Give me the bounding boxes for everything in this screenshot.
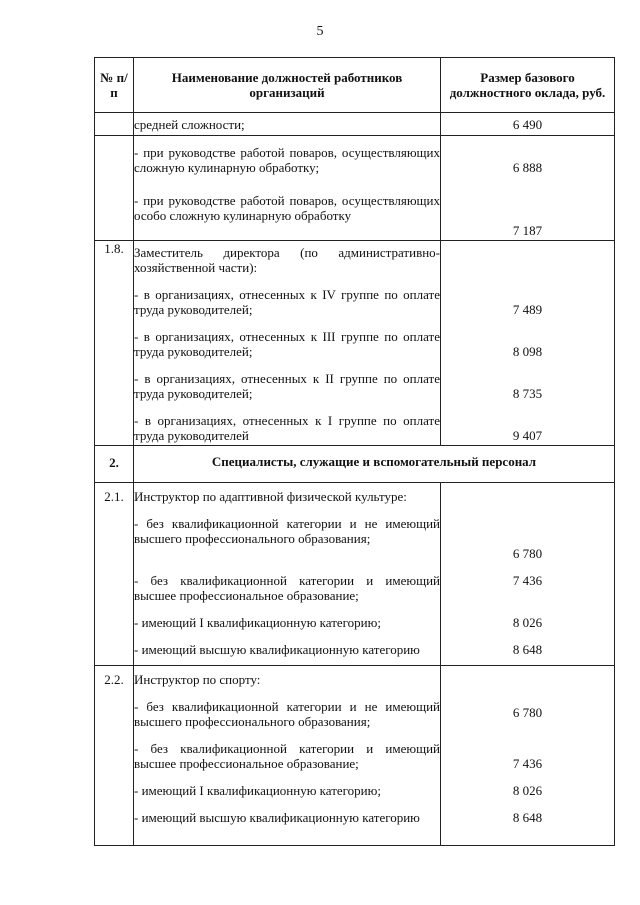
table-row (95, 241, 615, 446)
position-text: - имеющий I квалификационную категорию; (134, 783, 381, 798)
page-number: 5 (316, 24, 324, 39)
position-text: средней сложности; (134, 117, 245, 132)
table-row (95, 483, 615, 666)
header-position-name: Наименование должностей работников организаций (134, 58, 441, 113)
position-text: - без квалификационной категории и имеющий высшее профессиональное образование; (134, 741, 440, 771)
salary-value: 8 098 (512, 344, 543, 359)
position-title: Инструктор по спорту: (134, 672, 261, 687)
salary-table (94, 57, 615, 846)
salary-value: 7 187 (512, 223, 543, 238)
salary-value: 6 780 (512, 705, 543, 720)
salary-value: 8 026 (512, 615, 543, 630)
table-row (95, 113, 615, 136)
table-header-row (95, 58, 615, 113)
row-number: 2.2. (95, 666, 134, 846)
salary-value: 8 648 (512, 810, 543, 825)
position-text: - в организациях, отнесенных к II группе по оплате труда руководителей; (134, 371, 440, 401)
position-text: - имеющий высшую квалификационную категорию (134, 810, 420, 825)
salary-value: 7 436 (512, 573, 543, 588)
salary-value: 7 436 (512, 756, 543, 771)
row-number: 2.1. (95, 483, 134, 666)
section-header-row (95, 446, 615, 483)
salary-value: 6 888 (512, 160, 543, 175)
salary-value: 8 648 (512, 642, 543, 657)
position-text: - при руководстве работой поваров, осуществляющих сложную кулинарную обработку; (134, 145, 440, 175)
section-number: 2. (95, 446, 134, 483)
row-number (95, 113, 134, 136)
header-number: № п/п (95, 58, 134, 113)
position-text: - имеющий высшую квалификационную категорию (134, 642, 420, 657)
position-text: - без квалификационной категории и не имеющий высшего профессионального образования; (134, 516, 440, 546)
table-row (95, 136, 615, 241)
position-text: - без квалификационной категории и имеющий высшее профессиональное образование; (134, 573, 440, 603)
row-number (95, 136, 134, 241)
position-text: - без квалификационной категории и не имеющий высшего профессионального образования; (134, 699, 440, 729)
position-text: - при руководстве работой поваров, осуществляющих особо сложную кулинарную обработку (134, 193, 440, 223)
position-text: - в организациях, отнесенных к IV группе по оплате труда руководителей; (134, 287, 440, 317)
salary-value: 7 489 (512, 302, 543, 317)
position-text: - имеющий I квалификационную категорию; (134, 615, 381, 630)
salary-value: 6 490 (512, 117, 543, 132)
header-salary: Размер базового должностного оклада, руб. (441, 58, 615, 113)
row-number: 1.8. (95, 241, 134, 446)
position-text: - в организациях, отнесенных к III группе по оплате труда руководителей; (134, 329, 440, 359)
position-text: - в организациях, отнесенных к I группе по оплате труда руководителей (134, 413, 440, 443)
salary-value: 8 735 (512, 386, 543, 401)
table-row (95, 666, 615, 846)
salary-value: 8 026 (512, 783, 543, 798)
position-title: Заместитель директора (по административно-хозяйственной части): (134, 245, 440, 275)
section-title: Специалисты, служащие и вспомогательный персонал (211, 454, 537, 469)
salary-value: 9 407 (512, 428, 543, 443)
position-title: Инструктор по адаптивной физической культуре: (134, 489, 407, 504)
salary-value: 6 780 (512, 546, 543, 561)
